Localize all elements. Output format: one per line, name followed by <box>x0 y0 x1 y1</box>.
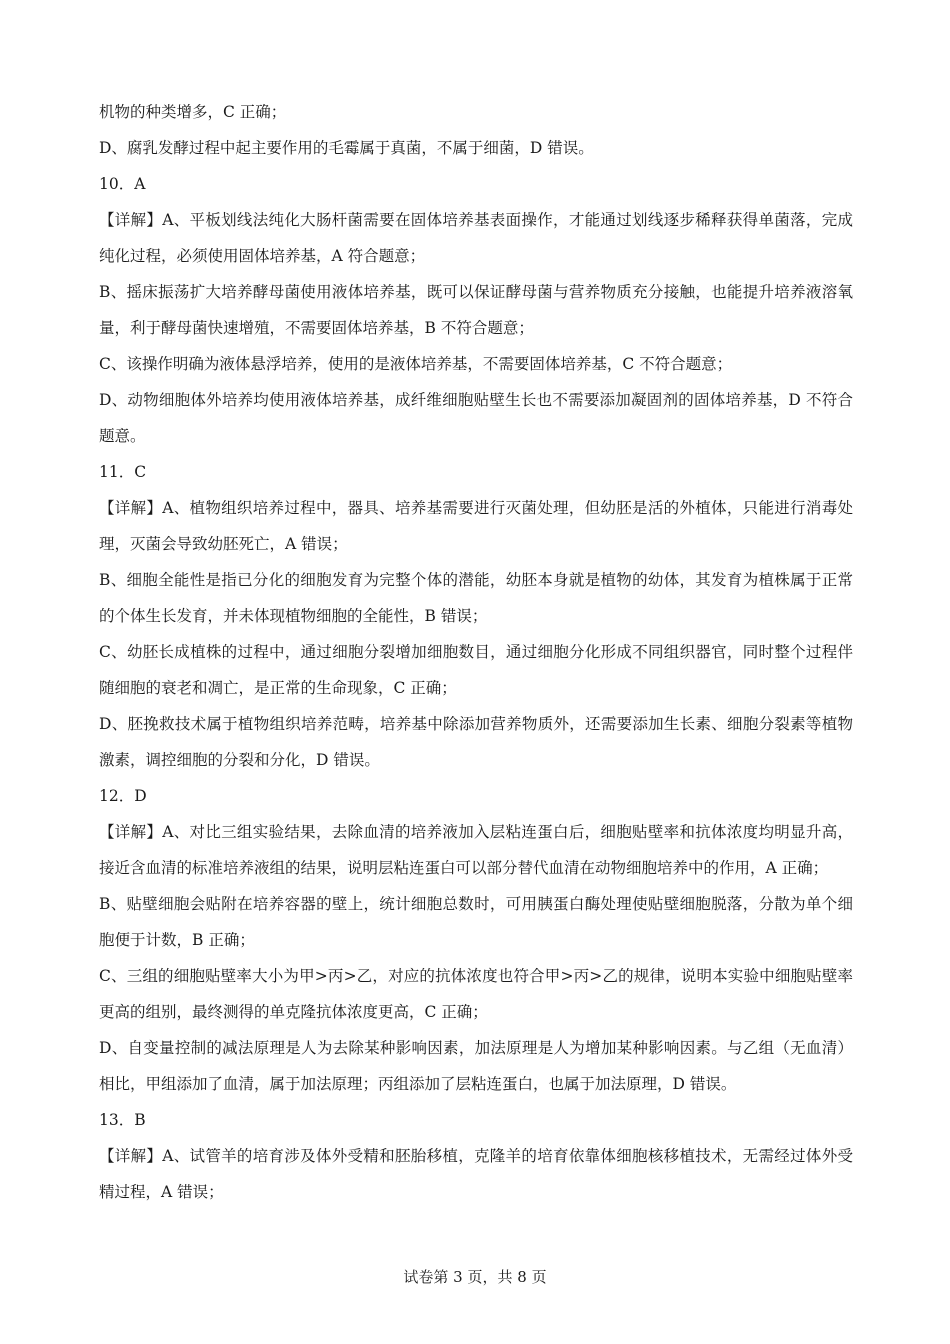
paragraph: C、三组的细胞贴壁率大小为甲>丙>乙，对应的抗体浓度也符合甲>丙>乙的规律，说明本实验中细胞贴壁率更高的组别，最终测得的单克隆抗体浓度更高，C 正确； <box>99 967 853 1021</box>
paragraph: 【详解】A、植物组织培养过程中，器具、培养基需要进行灭菌处理，但幼胚是活的外植体，只能进行消毒处理，灭菌会导致幼胚死亡，A 错误； <box>99 499 853 553</box>
paragraph: D、胚挽救技术属于植物组织培养范畴，培养基中除添加营养物质外，还需要添加生长素、细胞分裂素等植物激素，调控细胞的分裂和分化，D 错误。 <box>99 715 853 769</box>
paragraph: B、贴壁细胞会贴附在培养容器的壁上，统计细胞总数时，可用胰蛋白酶处理使贴壁细胞脱落，分散为单个细胞便于计数，B 正确； <box>99 895 853 949</box>
paragraph: D、自变量控制的减法原理是人为去除某种影响因素，加法原理是人为增加某种影响因素。与乙组（无血清）相比，甲组添加了血清，属于加法原理；丙组添加了层粘连蛋白，也属于加法原理，D 错误。 <box>99 1039 853 1093</box>
paragraph: 【详解】A、平板划线法纯化大肠杆菌需要在固体培养基表面操作，才能通过划线逐步稀释获得单菌落，完成纯化过程，必须使用固体培养基，A 符合题意； <box>99 211 853 265</box>
paragraph: C、该操作明确为液体悬浮培养，使用的是液体培养基，不需要固体培养基，C 不符合题意； <box>99 355 733 373</box>
paragraph: 【详解】A、试管羊的培育涉及体外受精和胚胎移植，克隆羊的培育依靠体细胞核移植技术，无需经过体外受精过程，A 错误； <box>99 1147 853 1201</box>
answer-number: 11．C <box>99 463 147 481</box>
answer-content <box>99 94 853 1210</box>
paragraph: B、细胞全能性是指已分化的细胞发育为完整个体的潜能，幼胚本身就是植物的幼体，其发育为植株属于正常的个体生长发育，并未体现植物细胞的全能性，B 错误； <box>99 571 853 625</box>
paragraph: 机物的种类增多，C 正确； <box>99 103 287 121</box>
page-footer: 试卷第 3 页，共 8 页 <box>403 1268 547 1286</box>
paragraph: 【详解】A、对比三组实验结果，去除血清的培养液加入层粘连蛋白后，细胞贴壁率和抗体浓度均明显升高，接近含血清的标准培养液组的结果，说明层粘连蛋白可以部分替代血清在动物细胞培养中的作用，A 正确； <box>99 823 853 877</box>
paragraph: D、动物细胞体外培养均使用液体培养基，成纤维细胞贴壁生长也不需要添加凝固剂的固体培养基，D 不符合题意。 <box>99 391 853 445</box>
answer-number: 12．D <box>99 787 147 805</box>
paragraph: D、腐乳发酵过程中起主要作用的毛霉属于真菌，不属于细菌，D 错误。 <box>99 139 594 157</box>
paragraph: C、幼胚长成植株的过程中，通过细胞分裂增加细胞数目，通过细胞分化形成不同组织器官，同时整个过程伴随细胞的衰老和凋亡，是正常的生命现象，C 正确； <box>99 643 853 697</box>
paragraph: B、摇床振荡扩大培养酵母菌使用液体培养基，既可以保证酵母菌与营养物质充分接触，也能提升培养液溶氧量，利于酵母菌快速增殖，不需要固体培养基，B 不符合题意； <box>99 283 853 337</box>
answer-number: 13．B <box>99 1111 146 1129</box>
answer-number: 10．A <box>99 175 146 193</box>
